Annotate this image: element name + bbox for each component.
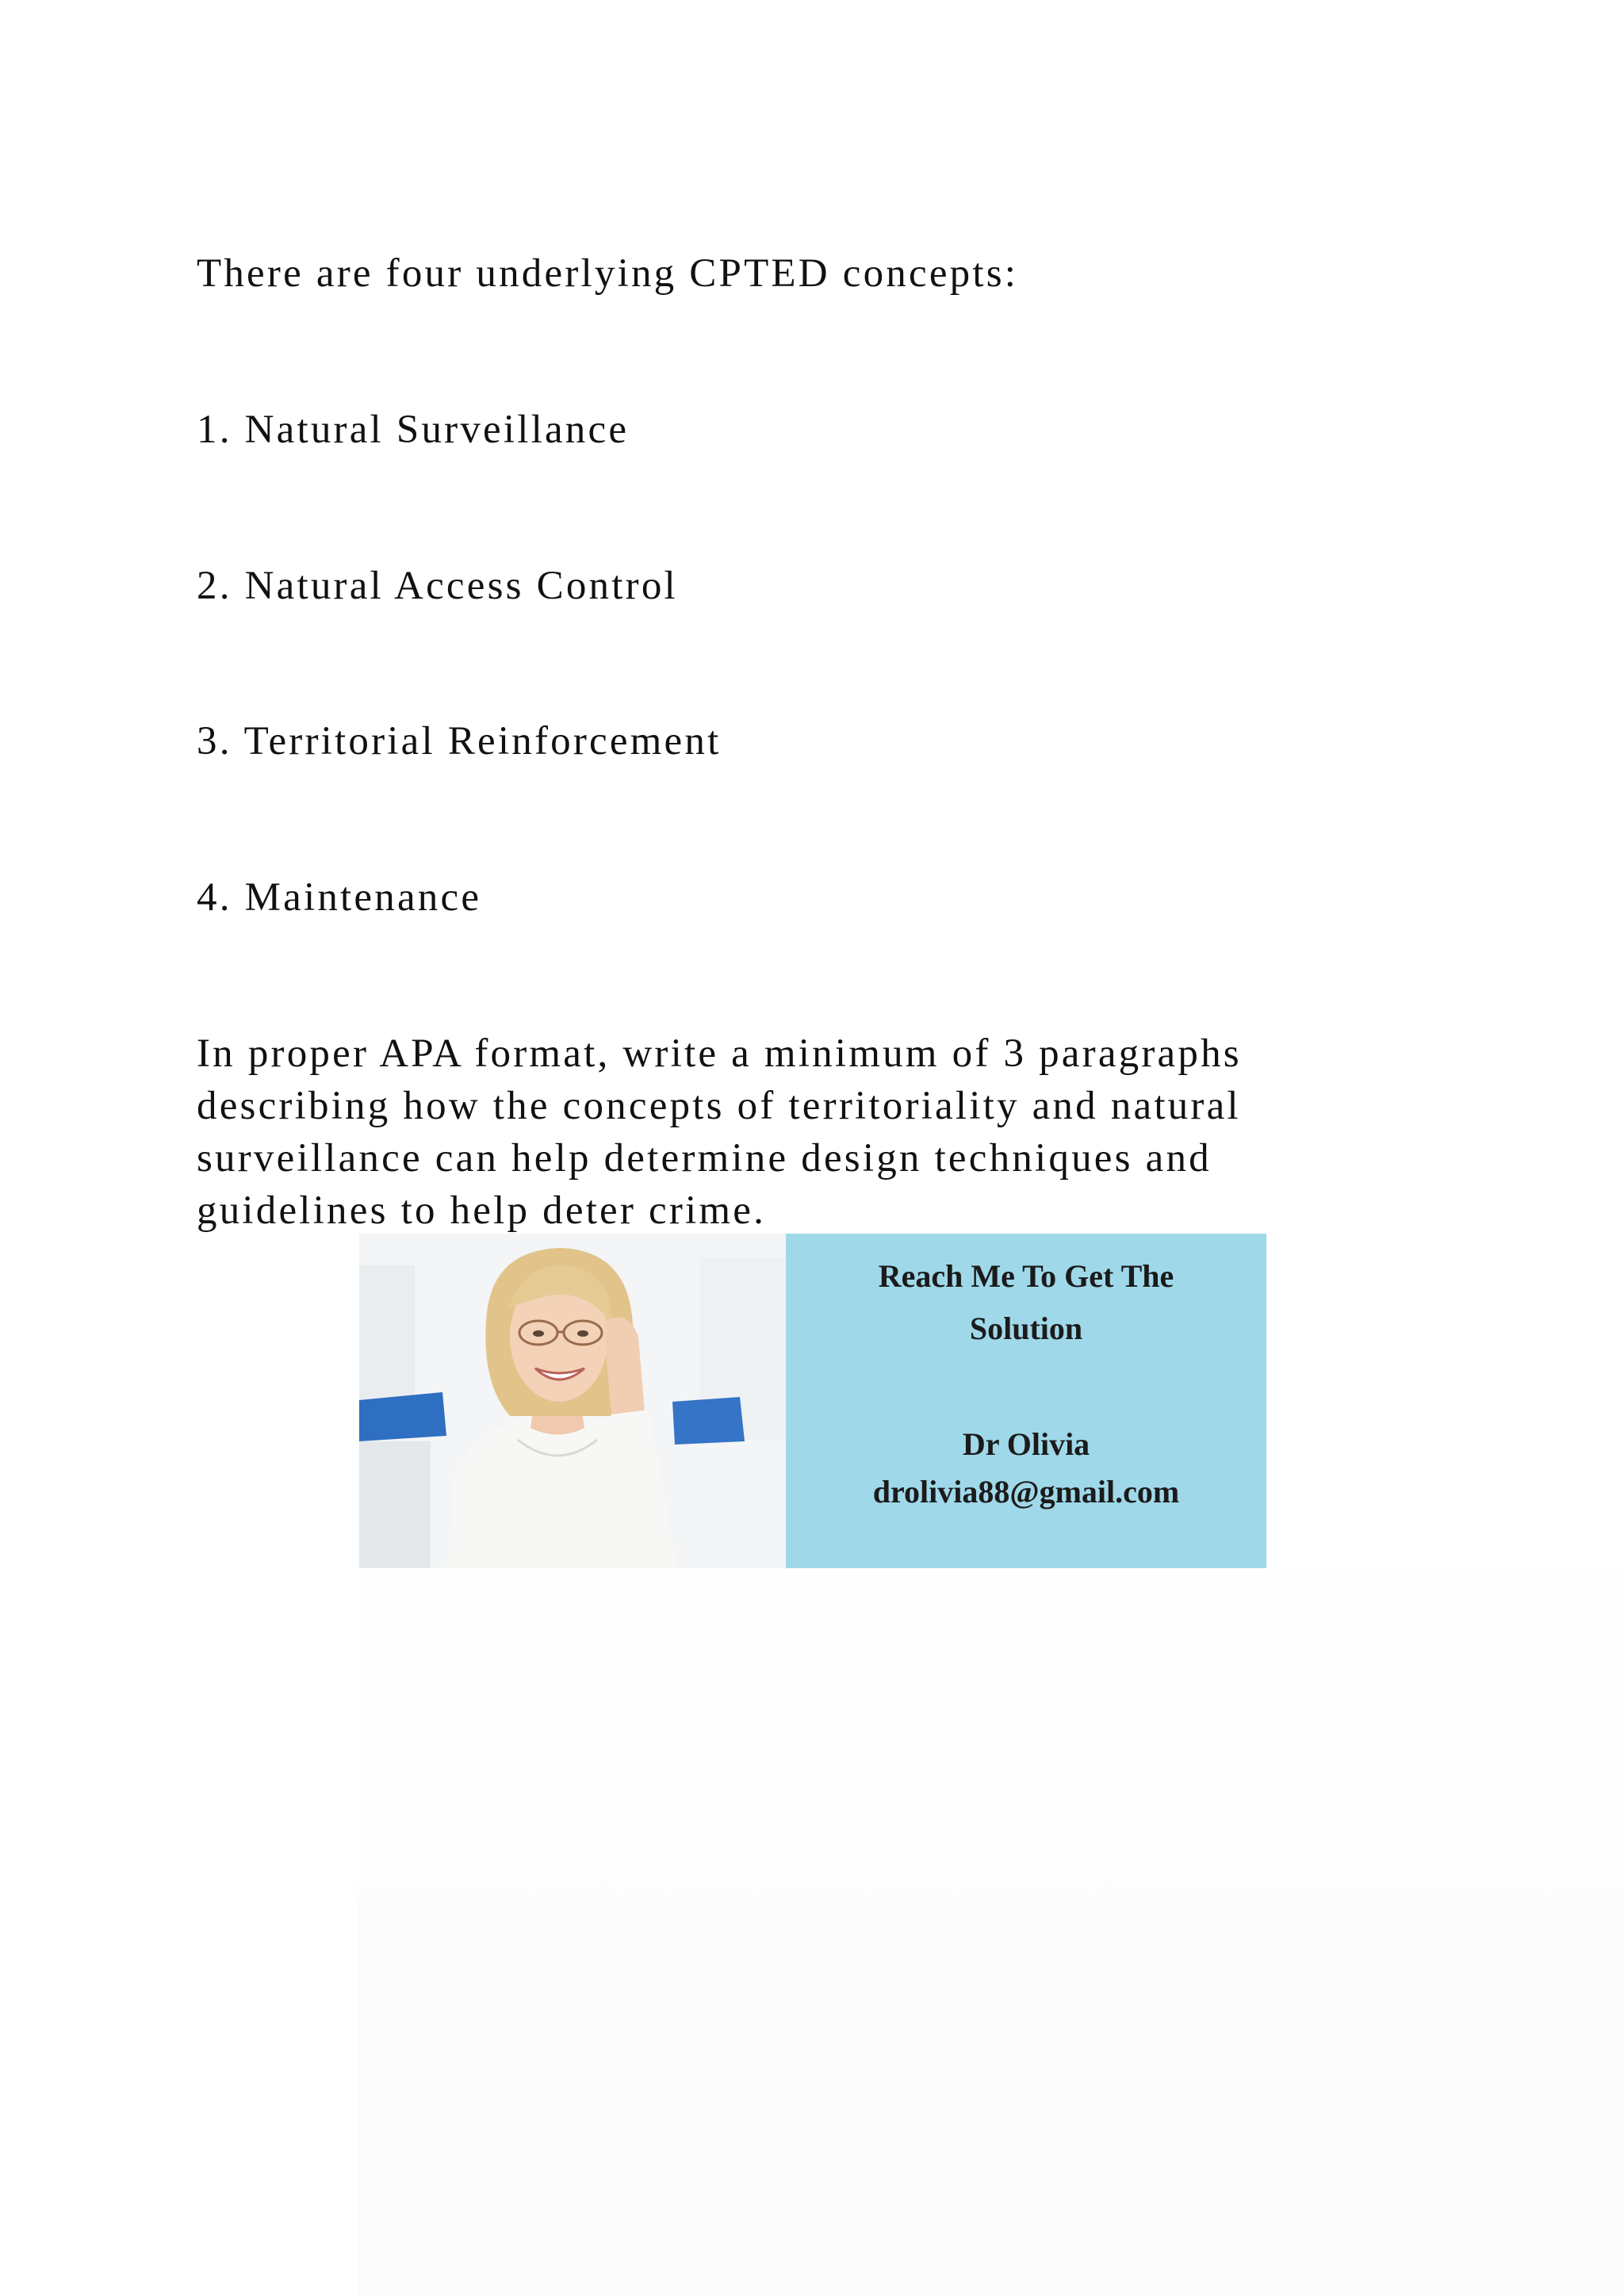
assignment-line-1: In proper APA format, write a minimum of 3 paragraphs	[197, 1031, 1242, 1076]
concept-item-3: 3. Territorial Reinforcement	[197, 719, 722, 763]
page-shading	[358, 1568, 1624, 2296]
concept-item-1: 1. Natural Surveillance	[197, 408, 630, 452]
concept-item-2: 2. Natural Access Control	[197, 564, 678, 608]
banner-contact-email[interactable]: drolivia88@gmail.com	[872, 1474, 1180, 1510]
portrait-photo	[359, 1234, 786, 1568]
banner-headline-line-1: Reach Me To Get The	[878, 1258, 1174, 1294]
contact-info-panel	[786, 1234, 1266, 1568]
concept-item-4: 4. Maintenance	[197, 875, 482, 920]
banner-contact-name: Dr Olivia	[962, 1426, 1090, 1462]
contact-banner	[359, 1234, 1266, 1568]
assignment-line-2: describing how the concepts of territoriality and natural	[197, 1084, 1241, 1128]
assignment-paragraph	[197, 1027, 1323, 1237]
assignment-line-3: surveillance can help determine design techniques and	[197, 1136, 1212, 1181]
banner-headline-line-2: Solution	[969, 1311, 1083, 1346]
intro-text: There are four underlying CPTED concepts:	[197, 251, 1019, 296]
assignment-line-4: guidelines to help deter crime.	[197, 1188, 767, 1233]
woman-portrait-illustration	[359, 1234, 786, 1568]
